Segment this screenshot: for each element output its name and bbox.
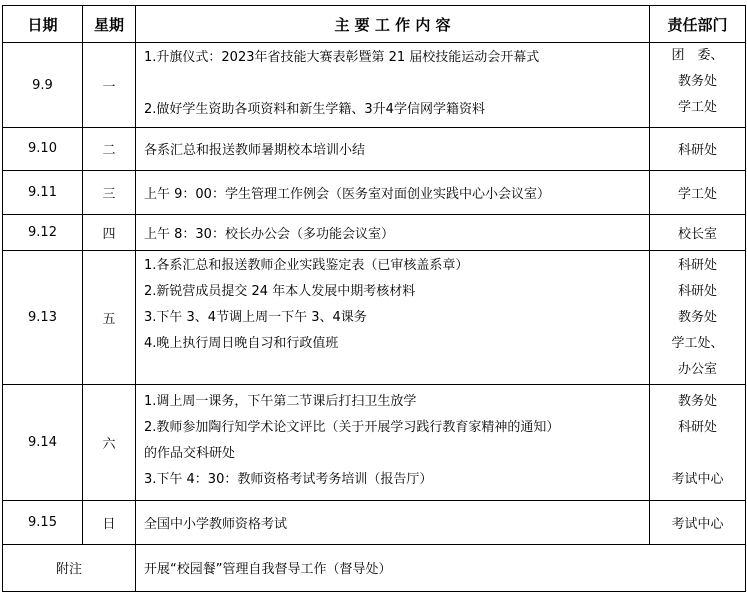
work-item: 的作品交科研处	[144, 446, 236, 462]
work-cell: 上午 9：00：学生管理工作例会（医务室对面创业实践中心小会议室）	[136, 170, 650, 214]
weekday-cell: 六	[83, 385, 136, 500]
dept-item: 科研处	[677, 283, 717, 299]
work-cell	[136, 43, 650, 128]
dept-item: 科研处	[677, 257, 717, 273]
table-row	[3, 250, 746, 384]
dept-item: 教务处	[677, 394, 717, 410]
work-cell: 各系汇总和报送教师暑期校本培训小结	[136, 128, 650, 170]
work-item: 4.晚上执行周日晚自习和行政值班	[144, 335, 339, 351]
dept-item: 学工处	[677, 100, 717, 116]
work-item: 3.下午 3、4节调上周一下午 3、4课务	[144, 309, 367, 325]
table-row	[3, 500, 746, 544]
work-item: 2.新锐营成员提交 24 年本人发展中期考核材料	[144, 283, 416, 299]
footer-note: 开展“校园餐”管理自我督导工作（督导处）	[136, 544, 746, 591]
work-item: 1.调上周一课务，下午第二节课后打扫卫生放学	[144, 394, 417, 410]
dept-item: 办公室	[677, 361, 717, 377]
weekday-cell: 二	[83, 128, 136, 170]
dept-cell	[650, 385, 746, 500]
weekly-schedule-table	[2, 5, 746, 592]
work-cell: 上午 8：30：校长办公会（多功能会议室）	[136, 214, 650, 250]
table-row	[3, 170, 746, 214]
date-cell: 9.11	[3, 170, 83, 214]
weekday-cell: 五	[83, 250, 136, 384]
work-item: 2.教师参加陶行知学术论文评比（关于开展学习践行教育家精神的通知）	[144, 420, 560, 436]
dept-item: 学工处、	[671, 335, 724, 351]
header-row	[3, 6, 746, 43]
weekday-cell: 日	[83, 500, 136, 544]
dept-cell	[650, 43, 746, 128]
dept-item: 科研处	[677, 420, 717, 436]
dept-cell: 考试中心	[650, 500, 746, 544]
dept-cell	[650, 250, 746, 384]
work-cell: 全国中小学教师资格考试	[136, 500, 650, 544]
table-row	[3, 43, 746, 128]
footer-row	[3, 544, 746, 591]
header-weekday: 星期	[83, 6, 136, 43]
dept-cell: 学工处	[650, 170, 746, 214]
date-cell: 9.14	[3, 385, 83, 500]
work-item: 1.各系汇总和报送教师企业实践鉴定表（已审核盖系章）	[144, 257, 469, 273]
table-row	[3, 128, 746, 170]
date-cell: 9.10	[3, 128, 83, 170]
date-cell: 9.9	[3, 43, 83, 128]
work-item: 3.下午 4：30：教师资格考试考务培训（报告厅）	[144, 472, 433, 488]
dept-item: 教务处	[677, 74, 717, 90]
dept-cell: 校长室	[650, 214, 746, 250]
work-cell	[136, 385, 650, 500]
dept-item: 团 委、	[671, 48, 724, 64]
dept-item: 考试中心	[671, 472, 724, 488]
weekday-cell: 三	[83, 170, 136, 214]
work-cell	[136, 250, 650, 384]
dept-item: 教务处	[677, 309, 717, 325]
work-item: 1.升旗仪式：2023年省技能大赛表彰暨第 21 届校技能运动会开幕式	[144, 50, 540, 66]
table-row	[3, 214, 746, 250]
weekday-cell: 四	[83, 214, 136, 250]
date-cell: 9.12	[3, 214, 83, 250]
header-dept: 责任部门	[650, 6, 746, 43]
work-item: 2.做好学生资助各项资料和新生学籍、3升4学信网学籍资料	[144, 102, 485, 118]
date-cell: 9.13	[3, 250, 83, 384]
header-content: 主 要 工 作 内 容	[136, 6, 650, 43]
footer-label: 附注	[3, 544, 136, 591]
header-date: 日期	[3, 6, 83, 43]
date-cell: 9.15	[3, 500, 83, 544]
table-row	[3, 385, 746, 500]
weekday-cell: 一	[83, 43, 136, 128]
dept-item	[650, 441, 745, 467]
dept-cell: 科研处	[650, 128, 746, 170]
